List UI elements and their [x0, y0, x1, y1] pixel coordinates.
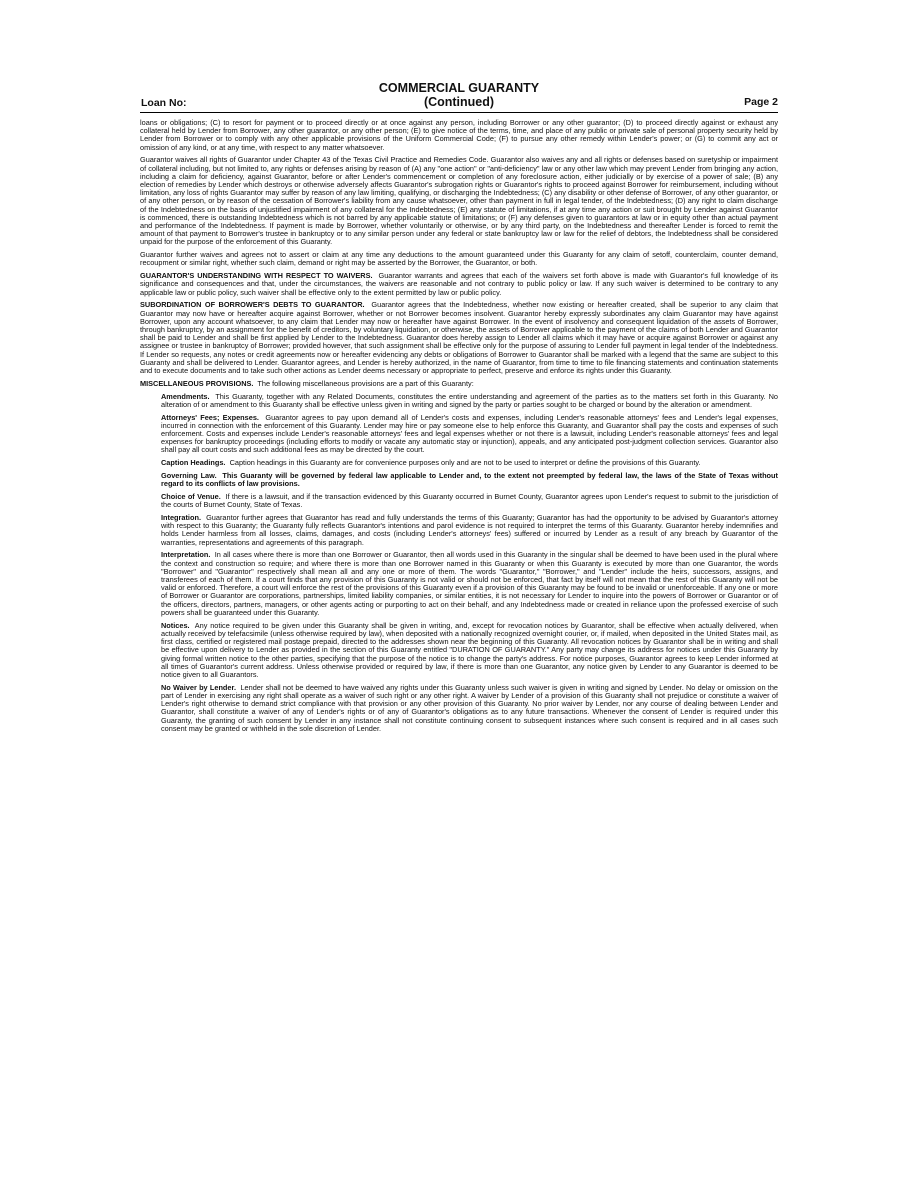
- provision-text: Guarantor agrees to pay upon demand all of Lender's costs and expenses, including Lender's reasonable attorneys' fees and Lender's legal expenses, incurred in connection with the enforcement of this Guaranty. Lender may hire or pay someone else to help enforce this Guaranty, and Guarantor shall pay the costs and expenses of such enforcement. Costs and expenses include Lender's reasonable attorneys' fees and legal expenses whether or not there is a lawsuit, including Lender's reasonable attorneys' fees and legal expenses for bankruptcy proceedings (including efforts to modify or vacate any automatic stay or injunction), appeals, and any anticipated post-judgment collection services. Guarantor also shall pay all court costs and such additional fees as may be directed by the court.: [161, 412, 778, 455]
- provision-text: This Guaranty, together with any Related Documents, constitutes the entire understanding and agreement of the parties as to the matters set forth in this Guaranty. No alteration of or amendment to this Guaranty shall be effective unless given in writing and signed by the party or parties sought to be charged or bound by the alteration or amendment.: [161, 391, 778, 409]
- loan-number-label: Loan No:: [141, 97, 187, 109]
- provision-heading: Choice of Venue.: [161, 492, 221, 502]
- provision-interpretation: [161, 551, 778, 617]
- section-understanding-waivers: [140, 272, 778, 297]
- provision-text: This Guaranty will be governed by federal law applicable to Lender and, to the extent not preempted by federal law, the laws of the State of Texas without regard to its conflicts of law provisions.: [161, 471, 778, 489]
- provision-heading: No Waiver by Lender.: [161, 682, 236, 692]
- provision-notices: [161, 622, 778, 679]
- provision-heading: Integration.: [161, 513, 201, 523]
- paragraph-deductions: Guarantor further waives and agrees not to assert or claim at any time any deductions to the amount guaranteed under this Guaranty for any claim of setoff, counterclaim, counter demand, recoupment or similar right, whether such claim, demand or right may be asserted by the Borrower, the Guarantor, or both.: [140, 250, 778, 268]
- section-heading: MISCELLANEOUS PROVISIONS.: [140, 378, 254, 388]
- provision-text: Any notice required to be given under this Guaranty shall be given in writing, and, except for revocation notices by Guarantor, shall be effective when actually delivered, when actually received by telefacsimile (unless otherwise required by law), when deposited with a nationally recognized overnight courier, or, if mailed, when deposited in the United States mail, as first class, certified or registered mail postage prepaid, directed to the addresses shown near the beginning of this Guaranty. All revocation notices by Guarantor shall be in writing and shall be effective upon delivery to Lender as provided in the section of this Guaranty entitled "DURATION OF GUARANTY." Any party may change its address for notices under this Guaranty by giving formal written notice to the other parties, specifying that the purpose of the notice is to change the party's address. For notice purposes, Guarantor agrees to keep Lender informed at all times of Guarantor's current address. Unless otherwise provided or required by law, if there is more than one Guarantor, any notice given by Lender to any Guarantor is deemed to be notice given to all Guarantors.: [161, 620, 778, 679]
- provision-governing-law: [161, 472, 778, 488]
- paragraph-waivers: Guarantor waives all rights of Guarantor under Chapter 43 of the Texas Civil Practice and Remedies Code. Guarantor also waives any and all rights or defenses based on suretyship or impairment of collateral including, but not limited to, any rights or defenses arising by reason of (A) any "one action" or "anti-deficiency" law or any other law which may prevent Lender from bringing any action, including a claim for deficiency, against Guarantor, before or after Lender's commencement or completion of any foreclosure action, either judicially or by exercise of a power of sale; (B) any election of remedies by Lender which destroys or otherwise adversely affects Guarantor's subrogation rights or Guarantor's rights to proceed against Borrower for reimbursement, including without limitation, any loss of rights Guarantor may suffer by reason of any law limiting, qualifying, or discharging the Indebtedness; (C) any disability or other defense of Borrower, of any other guarantor, or of any other person, or by reason of the cessation of Borrower's liability from any cause whatsoever, other than payment in full in legal tender, of the Indebtedness; (D) any right to claim discharge of the Indebtedness on the basis of unjustified impairment of any collateral for the Indebtedness; (E) any statute of limitations, if at any time any action or suit brought by Lender against Guarantor is commenced, there is outstanding Indebtedness which is not barred by any applicable statute of limitations; or (F) any defenses given to guarantors at law or in equity other than actual payment and performance of the Indebtedness. If payment is made by Borrower, whether voluntarily or otherwise, or by any third party, on the Indebtedness and thereafter Lender is forced to remit the amount of that payment to Borrower's trustee in bankruptcy or to any similar person under any federal or state bankruptcy law or law for the relief of debtors, the Indebtedness shall be considered unpaid for the purpose of the enforcement of this Guaranty.: [140, 155, 778, 247]
- paragraph-obligations: loans or obligations; (C) to resort for payment or to proceed directly or at once against any person, including Borrower or any other guarantor; (D) to proceed directly against or exhaust any collateral held by Lender from Borrower, any other guarantor, or any other person; (E) to give notice of the terms, time, and place of any public or private sale of personal property security held by Lender from Borrower or to comply with any other applicable provisions of the Uniform Commercial Code; (F) to pursue any other remedy within Lender's power; or (G) to commit any act or omission of any kind, or at any time, with respect to any matter whatsoever.: [140, 118, 778, 152]
- page-header: [140, 80, 778, 113]
- provision-integration: [161, 514, 778, 547]
- section-subordination: [140, 301, 778, 375]
- section-heading: SUBORDINATION OF BORROWER'S DEBTS TO GUARANTOR.: [140, 300, 365, 310]
- provision-text: In all cases where there is more than one Borrower or Guarantor, then all words used in this Guaranty in the singular shall be deemed to have been used in the plural where the context and construction so require; and where there is more than one Borrower named in this Guaranty or when this Guaranty is executed by more than one Guarantor, the words "Borrower" and "Guarantor" respectively shall mean all and any one or more of them. The words "Guarantor," "Borrower," and "Lender" include the heirs, successors, assigns, and transferees of each of them. If a court finds that any provision of this Guaranty is not valid or should not be enforced, that fact by itself will not mean that the rest of this Guaranty will not be valid or enforced. Therefore, a court will enforce the rest of the provisions of this Guaranty even if a provision of this Guaranty may be found to be invalid or unenforceable. If any one or more of Borrower or Guarantor are corporations, partnerships, limited liability companies, or similar entities, it is not necessary for Lender to inquire into the powers of Borrower or Guarantor or of the officers, directors, partners, managers, or other agents acting or purporting to act on their behalf, and any Indebtedness made or created in reliance upon the professed exercise of such powers shall be guaranteed under this Guaranty.: [161, 550, 778, 617]
- section-text: Guarantor agrees that the Indebtedness, whether now existing or hereafter created, shall be superior to any claim that Guarantor may now have or hereafter acquire against Borrower, whether or not Borrower becomes insolvent. Guarantor hereby expressly subordinates any claim Guarantor may have against Borrower, upon any account whatsoever, to any claim that Lender may now or hereafter have against Borrower. In the event of insolvency and consequent liquidation of the assets of Borrower, through bankruptcy, by an assignment for the benefit of creditors, by voluntary liquidation, or otherwise, the assets of Borrower applicable to the payment of the claims of both Lender and Guarantor shall be paid to Lender and shall be first applied by Lender to the Indebtedness. Guarantor does hereby assign to Lender all claims which it may have or acquire against Borrower or against any assignee or trustee in bankruptcy of Borrower; provided however, that such assignment shall be effective only for the purpose of assuring to Lender full payment in legal tender of the Indebtedness. If Lender so requests, any notes or credit agreements now or hereafter evidencing any debts or obligations of Borrower to Guarantor shall be marked with a legend that the same are subject to this Guaranty and shall be delivered to Lender. Guarantor agrees, and Lender is hereby authorized, in the name of Guarantor, from time to time to file financing statements and continuation statements and to execute documents and to take such other actions as Lender deems necessary or appropriate to perfect, preserve and enforce its rights under this Guaranty.: [140, 300, 778, 376]
- provision-text: Caption headings in this Guaranty are for convenience purposes only and are not to be used to interpret or define the provisions of this Guaranty.: [229, 458, 701, 468]
- provision-heading: Governing Law.: [161, 471, 217, 481]
- provision-text: Lender shall not be deemed to have waived any rights under this Guaranty unless such waiver is given in writing and signed by Lender. No delay or omission on the part of Lender in exercising any right shall operate as a waiver of such right or any other right. A waiver by Lender of a provision of this Guaranty shall not prejudice or constitute a waiver of Lender's right otherwise to demand strict compliance with that provision or any other provision of this Guaranty. No prior waiver by Lender, nor any course of dealing between Lender and Guarantor, shall constitute a waiver of any of Lender's rights or of any of Guarantor's obligations as to any future transactions. Whenever the consent of Lender is required under this Guaranty, the granting of such consent by Lender in any instance shall not constitute continuing consent to subsequent instances where such consent is required and in all cases such consent may be granted or withheld in the sole discretion of Lender.: [161, 682, 778, 733]
- provision-no-waiver: [161, 684, 778, 733]
- provision-heading: Attorneys' Fees; Expenses.: [161, 412, 259, 422]
- document-body: [140, 119, 778, 733]
- provision-heading: Amendments.: [161, 391, 210, 401]
- provision-heading: Notices.: [161, 620, 190, 630]
- provision-amendments: [161, 393, 778, 409]
- provision-attorneys-fees: [161, 414, 778, 455]
- provision-text: If there is a lawsuit, and if the transaction evidenced by this Guaranty occurred in Burnet County, Guarantor agrees upon Lender's request to submit to the jurisdiction of the courts of Burnet County, State of Texas.: [161, 492, 778, 510]
- provision-choice-of-venue: [161, 493, 778, 509]
- section-text: Guarantor warrants and agrees that each of the waivers set forth above is made with Guarantor's full knowledge of its significance and consequences and that, under the circumstances, the waivers are reasonable and not contrary to public policy or law. If any such waiver is determined to be contrary to any applicable law or public policy, such waiver shall be effective only to the extent permitted by law or public policy.: [140, 271, 778, 297]
- provision-text: Guarantor further agrees that Guarantor has read and fully understands the terms of this Guaranty; Guarantor has had the opportunity to be advised by Guarantor's attorney with respect to this Guaranty; the Guaranty fully reflects Guarantor's intentions and parol evidence is not required to interpret the terms of this Guaranty. Guarantor hereby indemnifies and holds Lender harmless from all losses, claims, damages, and costs (including Lender's attorneys' fees) suffered or incurred by Lender as a result of any breach by Guarantor of the warranties, representations and agreements of this paragraph.: [161, 513, 778, 547]
- document-page: [140, 80, 778, 738]
- section-miscellaneous: [140, 380, 778, 388]
- title-main: COMMERCIAL GUARANTY: [378, 81, 540, 95]
- page-number: Page 2: [744, 96, 778, 108]
- provision-heading: Interpretation.: [161, 550, 211, 560]
- document-title: [140, 81, 778, 109]
- provision-heading: Caption Headings.: [161, 458, 226, 468]
- provision-caption-headings: [161, 459, 778, 467]
- section-heading: GUARANTOR'S UNDERSTANDING WITH RESPECT TO WAIVERS.: [140, 271, 373, 281]
- section-text: The following miscellaneous provisions are a part of this Guaranty:: [257, 378, 474, 388]
- title-continued: (Continued): [423, 95, 495, 109]
